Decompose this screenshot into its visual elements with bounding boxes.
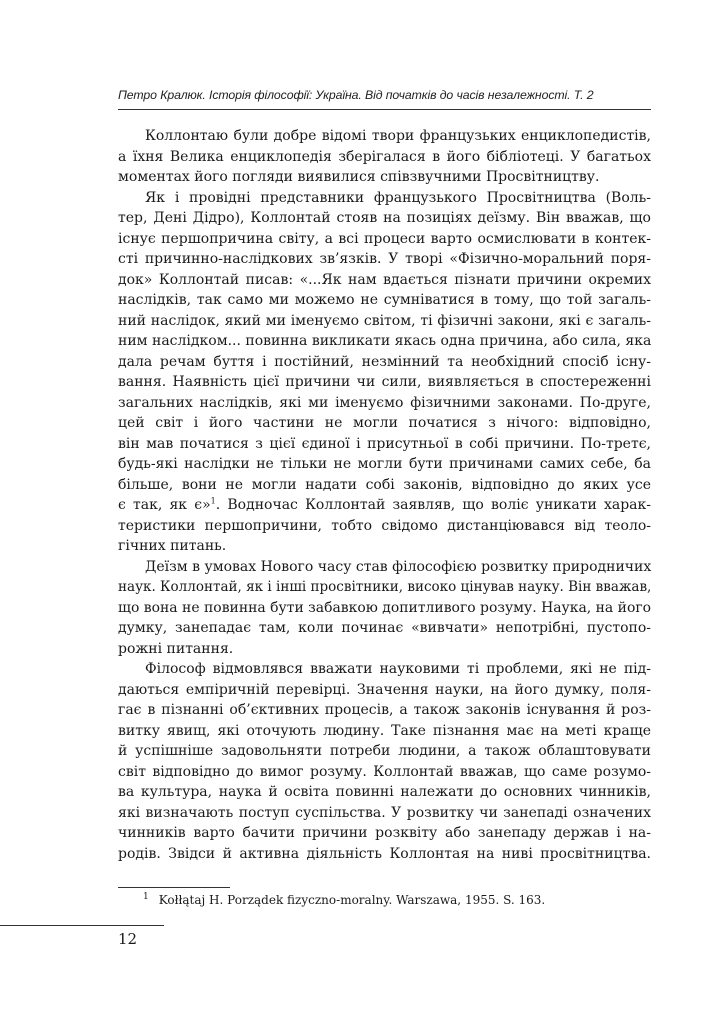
page-number: 12 [118,930,138,948]
text-line: й успішніше задовольняти потреби людини, а також облаштовувати [118,743,651,759]
text-line: Філософ відмовлявся вважати науковими ті проблеми, які не під- [145,661,651,677]
main-text [118,126,651,864]
footnote-divider [118,887,230,888]
text-line: він мав початися з цієї єдиної і присутньої в собі причини. По-третє, [118,435,651,452]
text-line: родів. Звідси й активна діяльність Коллонтая на ниві просвітництва. [118,845,651,862]
paragraph [118,659,651,864]
footnote [143,892,545,907]
text-line: дала речам буття і постійний, незмінний та необхідний спосіб існу- [118,353,651,370]
text-line: які визначають поступ суспільства. У розвитку чи занепаді означених [118,804,651,821]
paragraph [118,126,651,188]
text-line: вання. Наявність цієї причини чи сили, виявляється в спостереженні [118,374,651,390]
text-line: док» Коллонтай писав: «...Як нам вдається пізнати причини окремих [118,271,651,288]
text-line: а їхня Велика енциклопедія зберігалася в його бібліотеці. У багатьох [118,148,651,165]
footnote-text: Kołłątaj H. Porządek fizyczno-moralny. Warszawa, 1955. S. 163. [158,893,546,907]
text-line: наук. Коллонтай, як і інші просвітники, високо цінував науку. Він вважав, [118,579,652,595]
header-divider [118,109,651,110]
text-line: тер, Дені Дідро), Коллонтай стояв на позиціях деїзму. Він вважав, що [118,210,651,226]
page-number-divider [0,925,164,926]
text-fragment: є так, як є» [118,497,211,513]
text-line: моментах його погляди виявилися співзвучними Просвітництву. [118,169,600,185]
text-line: ний наслідок, який ми іменуємо світом, ті фізичні закони, які є загаль- [118,312,651,329]
text-line: ним наслідком... повинна викликати якась одна причина, або сила, яка [118,333,652,349]
text-line: що вона не повинна бути забавкою допитливого розуму. Наука, на його [118,599,652,616]
text-line: рожні питання. [118,640,234,657]
text-line-with-footnote [118,495,651,516]
text-line: даються емпіричній перевірці. Значення науки, на його думку, поля- [118,681,651,698]
text-line: загальних наслідків, які ми іменуємо фізичними законами. По-друге, [118,394,651,411]
footnote-mark: 1 [143,892,149,902]
text-line: сті причинно-наслідкових зв’язків. У творі «Фізично-моральний поря- [118,251,651,267]
text-line: наслідків, так само ми можемо не сумніватися в тому, що той загаль- [118,292,651,308]
paragraph [118,188,651,557]
text-fragment: . Водночас Коллонтай заявляв, що воліє уникати харак- [215,497,651,513]
text-line: існує першопричина світу, а всі процеси варто осмислювати в контек- [118,230,651,247]
text-line: світ відповідно до вимог розуму. Коллонтай вважав, що саме розумо- [118,763,651,780]
text-line: гічних питань. [118,538,227,554]
text-line: думку, занепадає там, коли починає «вивчати» непотрібні, пустопо- [118,620,651,636]
text-line: гає в пізнанні об’єктивних процесів, а також законів існування й роз- [118,702,651,718]
text-line: цей світ і його частини не могли початися з нічого: відповідно, [118,415,651,431]
paragraph [118,557,651,660]
text-line: витку явищ, які оточують людину. Таке пізнання має на меті краще [118,722,651,739]
text-line: Як і провідні представники французького Просвітництва (Воль- [145,189,651,206]
text-line: теристики першопричини, тобто свідомо дистанціювався від теоло- [118,517,651,534]
text-line: будь-які наслідки не тільки не могли бути причинами самих себе, ба [118,456,651,472]
footnote-reference[interactable]: 1 [210,496,216,506]
text-line: ва культура, наука й освіта повинні належати до основних чинників, [118,784,651,800]
text-line: Коллонтаю були добре відомі твори французьких енциклопедистів, [145,128,651,144]
text-line: Деїзм в умовах Нового часу став філософією розвитку природничих [145,558,652,575]
running-header: Петро Кралюк. Історія філософії: Україна. Від початків до часів незалежності. Т. 2 [118,88,594,102]
text-line: більше, вони не могли надати собі законів, відповідно до яких усе [118,476,651,493]
text-line: чинників варто бачити причини розквіту або занепаду держав і на- [118,825,651,841]
